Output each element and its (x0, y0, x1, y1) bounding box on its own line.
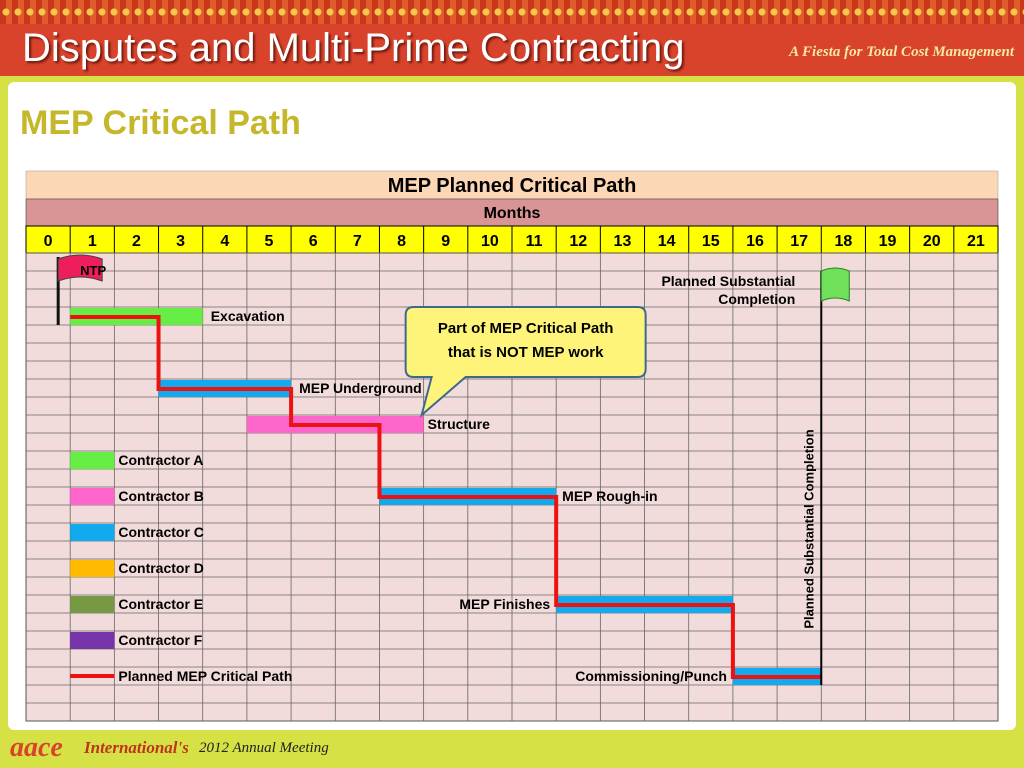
month-tick-label: 14 (657, 233, 676, 250)
callout-line2: that is NOT MEP work (447, 344, 604, 361)
legend-swatch-contractor-b (70, 488, 114, 505)
legend-swatch-contractor-c (70, 524, 114, 541)
task-label: Structure (427, 416, 490, 432)
legend-label: Contractor A (118, 452, 204, 468)
month-tick-label: 16 (746, 233, 764, 250)
legend-label: Contractor C (118, 524, 204, 540)
month-tick-label: 9 (441, 233, 451, 250)
task-label: MEP Rough-in (562, 488, 658, 504)
legend-label: Contractor E (118, 596, 204, 612)
month-tick-label: 8 (397, 233, 406, 250)
legend-label: Planned MEP Critical Path (118, 668, 293, 684)
month-tick-label: 17 (790, 233, 809, 250)
month-tick-label: 6 (308, 233, 318, 250)
task-label: MEP Finishes (459, 596, 551, 612)
month-tick-label: 11 (525, 233, 543, 250)
legend-label: Contractor D (118, 560, 204, 576)
month-tick-label: 19 (878, 233, 897, 250)
month-tick-label: 7 (352, 233, 362, 250)
legend-swatch-contractor-d (70, 560, 114, 577)
task-label: MEP Underground (299, 380, 422, 396)
month-tick-label: 13 (613, 233, 632, 250)
slide-title: Disputes and Multi-Prime Contracting (22, 26, 685, 70)
ntp-label: NTP (80, 263, 107, 278)
month-tick-label: 4 (220, 233, 230, 250)
month-tick-label: 2 (132, 233, 141, 250)
task-label: Excavation (210, 308, 285, 324)
x-axis-label: Months (483, 205, 541, 222)
month-tick-label: 1 (87, 233, 97, 250)
slide-tagline: A Fiesta for Total Cost Management (789, 44, 1014, 60)
aace-logo: aace (10, 732, 63, 763)
legend-swatch-contractor-a (70, 452, 114, 469)
page-title: MEP Critical Path (20, 104, 301, 142)
month-tick-label: 20 (922, 233, 941, 250)
month-tick-label: 10 (481, 233, 499, 250)
month-tick-label: 18 (834, 233, 853, 250)
footer-org: International's (84, 738, 189, 757)
chart-title: MEP Planned Critical Path (387, 175, 637, 197)
month-tick-label: 3 (176, 233, 186, 250)
legend-label: Contractor B (118, 488, 204, 504)
legend-swatch-contractor-f (70, 632, 114, 649)
legend-label: Contractor F (118, 632, 203, 648)
month-tick-label: 15 (701, 233, 720, 250)
legend-swatch-contractor-e (70, 596, 114, 613)
month-tick-label: 0 (43, 233, 53, 250)
completion-flag-icon (821, 268, 849, 301)
month-tick-label: 12 (569, 233, 588, 250)
callout-line1: Part of MEP Critical Path (437, 320, 614, 337)
completion-vertical-label: Planned Substantial Completion (801, 429, 817, 629)
completion-label-line2: Completion (718, 291, 796, 307)
footer (0, 730, 1024, 768)
month-tick-label: 21 (967, 233, 985, 250)
task-label: Commissioning/Punch (575, 668, 727, 684)
month-tick-label: 5 (264, 233, 274, 250)
completion-label-line1: Planned Substantial (661, 273, 796, 289)
footer-meeting: 2012 Annual Meeting (199, 740, 329, 756)
